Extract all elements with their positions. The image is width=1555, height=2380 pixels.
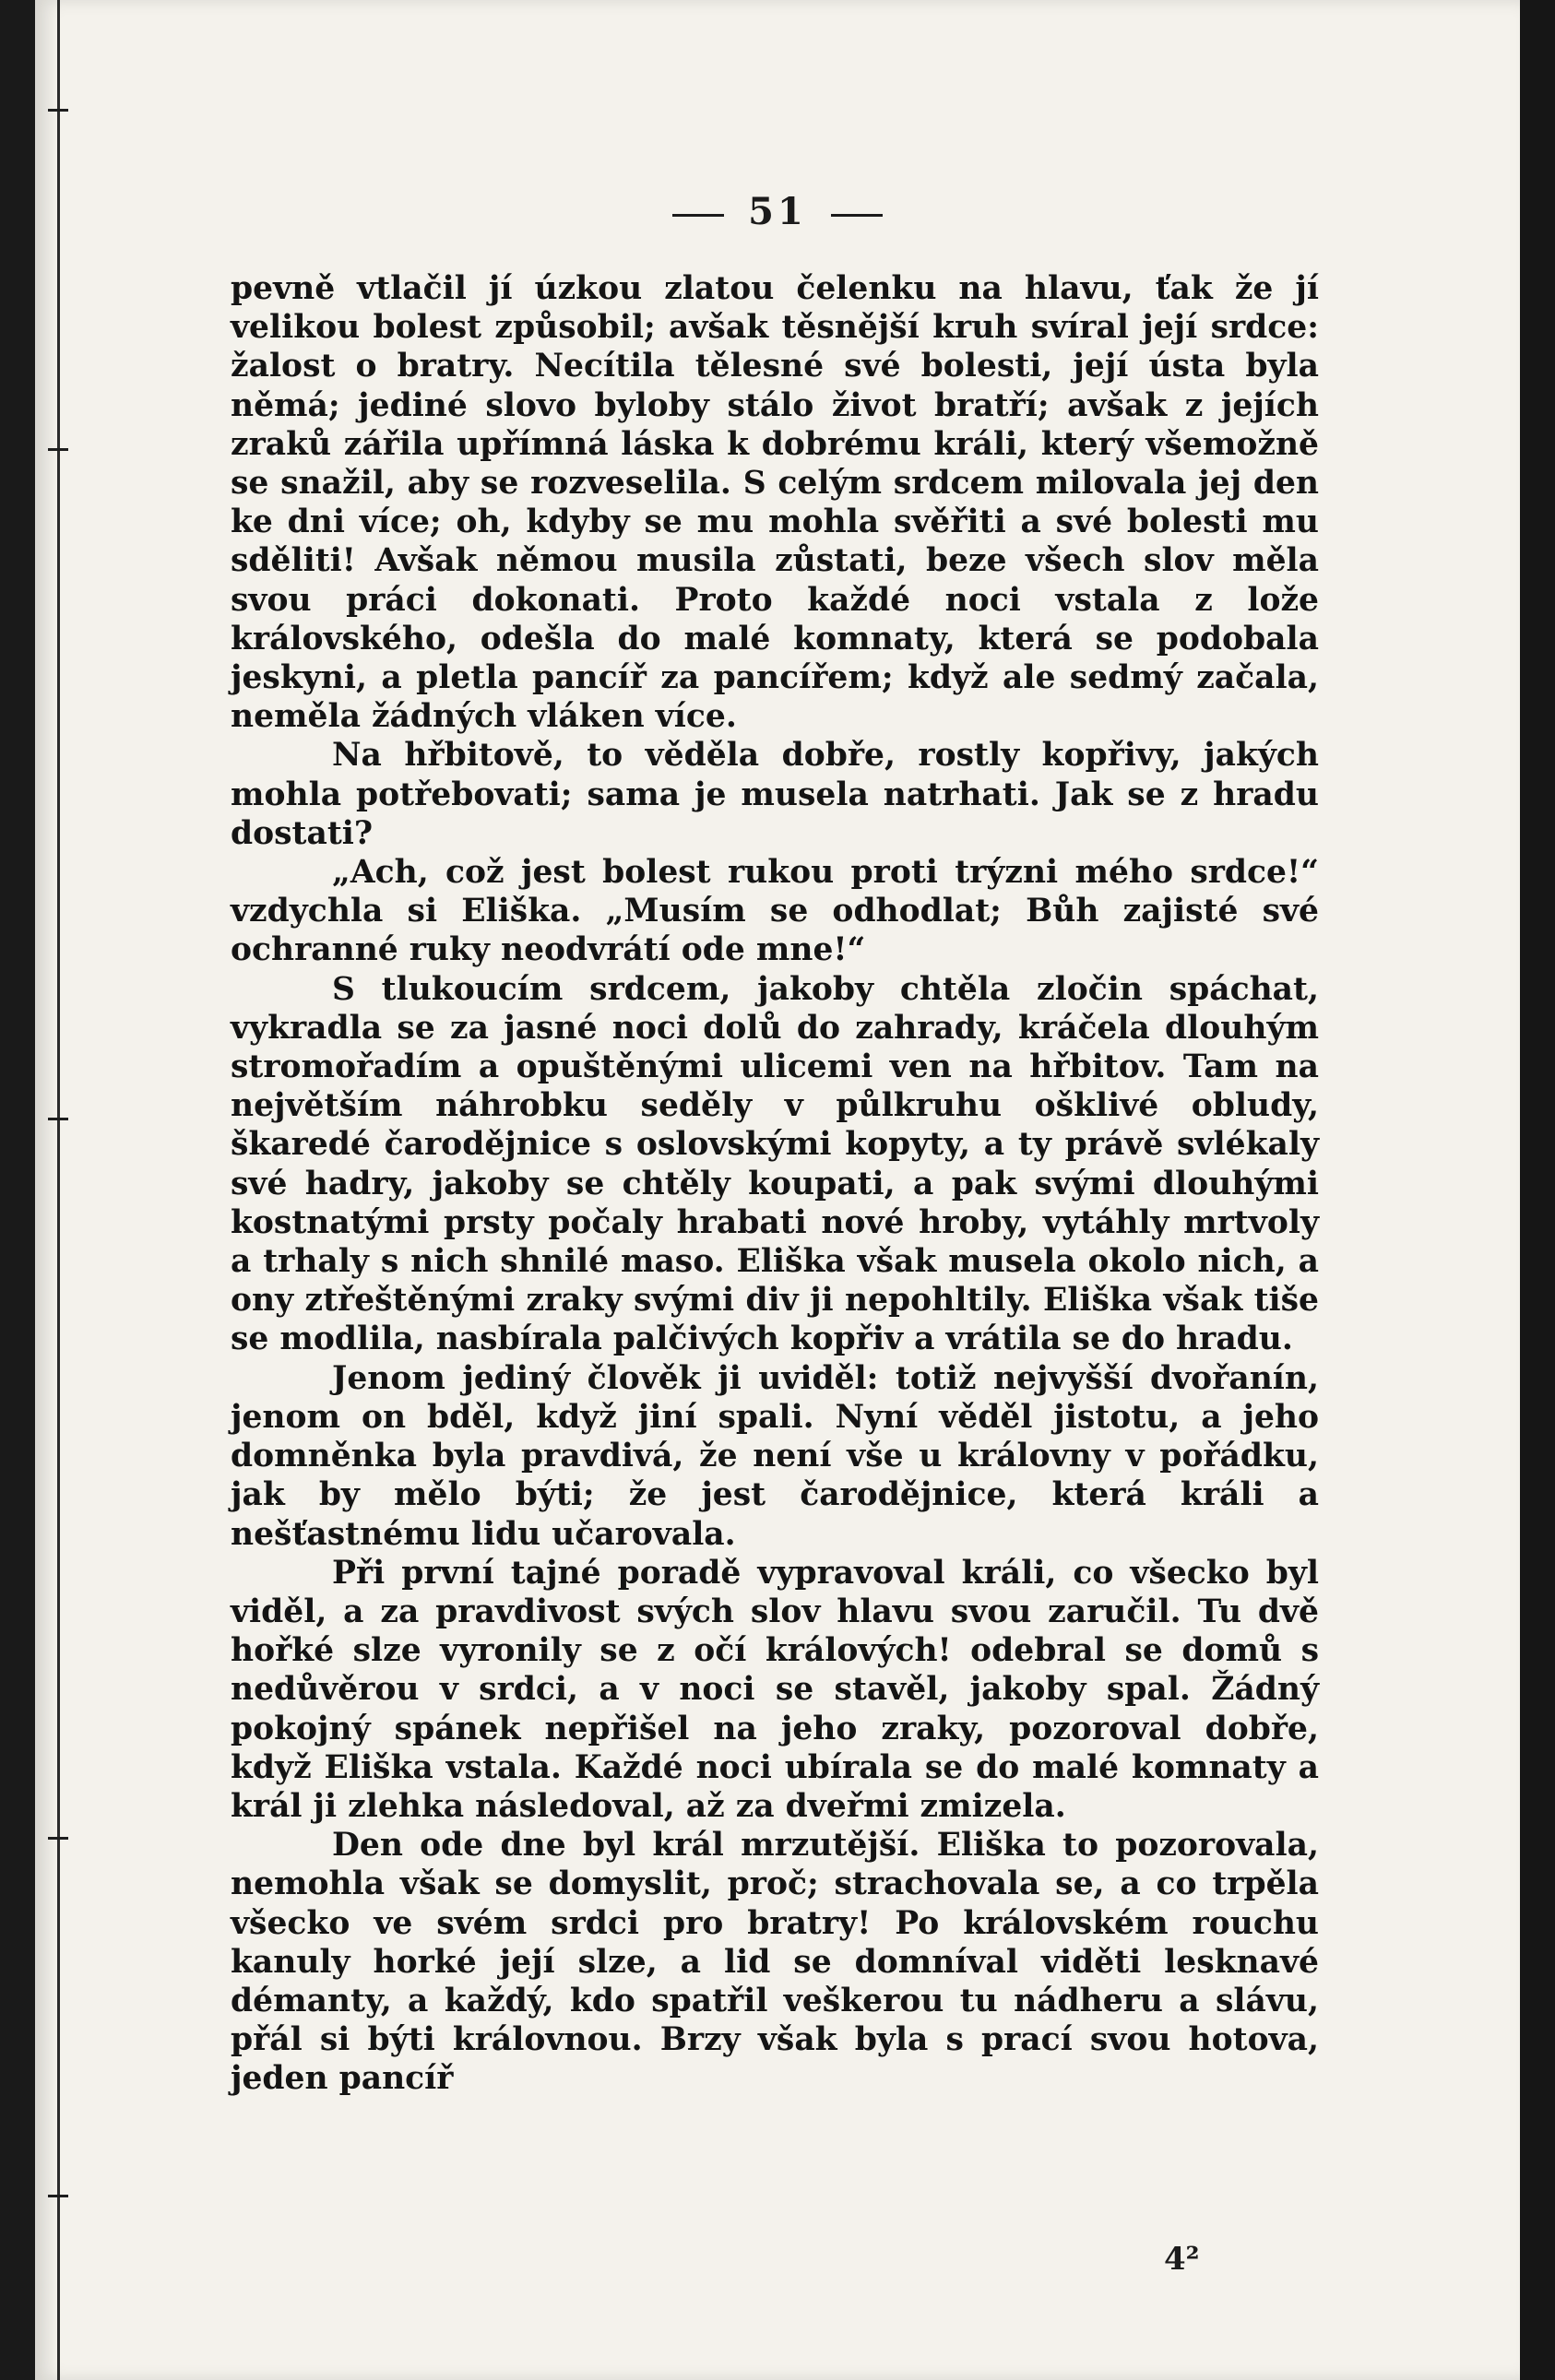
page-number: 51 — [748, 190, 807, 233]
margin-tick — [48, 448, 68, 451]
paragraph: „Ach, což jest bolest rukou proti trýzni mého srdce!“ vzdychla si Eliška. „Musím se odhodlat; Bůh zajisté své ochranné ruky neodvrátí ode mne!“ — [231, 854, 1319, 969]
header-dash-right — [831, 214, 883, 217]
paragraph: Den ode dne byl král mrzutější. Eliška to pozorovala, nemohla však se domyslit, proč; strachovala se, a co trpěla všecko ve svém srdci pro bratry! Po královském rouchu kanuly horké její slze, a lid se domníval viděti lesknavé démanty, a každý, kdo spatřil veškerou tu nádheru a slávu, přál si býti královnou. Brzy však byla s prací svou hotova, jeden pancíř — [231, 1827, 1319, 2098]
margin-tick — [48, 2195, 68, 2197]
margin-tick — [48, 109, 68, 112]
paragraph: S tlukoucím srdcem, jakoby chtěla zločin spáchat, vykradla se za jasné noci dolů do zahrady, kráčela dlouhým stromořadím a opuštěnými ulicemi ven na hřbitov. Tam na největším náhrobku seděly v půlkruhu ošklivé obludy, škaredé čarodějnice s oslovskými kopyty, a ty právě svlékaly své hadry, jakoby se chtěly koupati, a pak svými dlouhými kostnatými prsty počaly hrabati nové hroby, vytáhly mrtvoly a trhaly s nich shnilé maso. Eliška však musela okolo nich, a ony ztřeštěnými zraky svými div ji nepohltily. Eliška však tiše se modlila, nasbírala palčivých kopřiv a vrátila se do hradu. — [231, 970, 1319, 1358]
margin-tick — [48, 1118, 68, 1120]
page-header — [0, 190, 1555, 233]
paragraph: Na hřbitově, to věděla dobře, rostly kopřivy, jakých mohla potřebovati; sama je musela natrhati. Jak se z hradu dostati? — [231, 737, 1319, 852]
margin-tick — [48, 1837, 68, 1840]
header-dash-left — [672, 214, 724, 217]
paragraph: Při první tajné poradě vypravoval králi, co všecko byl viděl, a za pravdivost svých slov hlavu svou zaručil. Tu dvě hořké slze vyronily se z očí králových! odebral se domů s nedůvěrou v srdci, a v noci se stavěl, jakoby spal. Žádný pokojný spánek nepřišel na jeho zraky, pozoroval dobře, když Eliška vstala. Každé noci ubírala se do malé komnaty a král ji zlehka následoval, až za dveřmi zmizela. — [231, 1554, 1319, 1825]
paragraph: Jenom jediný člověk ji uviděl: totiž nejvyšší dvořanín, jenom on bděl, když jiní spali. Nyní věděl jistotu, a jeho domněnka byla pravdivá, že není vše u královny v pořádku, jak by mělo býti; že jest čarodějnice, která králi a nešťastnému lidu učarovala. — [231, 1359, 1319, 1553]
printer-signature-mark: 4² — [1164, 2241, 1200, 2278]
body-text — [231, 269, 1319, 2099]
paragraph: pevně vtlačil jí úzkou zlatou čelenku na hlavu, ťak že jí velikou bolest způsobil; avšak těsnější kruh svíral její srdce: žalost o bratry. Necítila tělesné své bolesti, její ústa byla němá; jediné slovo byloby stálo život bratří; avšak z jejích zraků zářila upřímná láska k dobrému králi, který všemožně se snažil, aby se rozveselila. S celým srdcem milovala jej den ke dni více; oh, kdyby se mu mohla svěřiti a své bolesti mu sděliti! Avšak němou musila zůstati, beze všech slov měla svou práci dokonati. Proto každé noci vstala z lože královského, odešla do malé komnaty, která se podobala jeskyni, a pletla pancíř za pancířem; když ale sedmý začala, neměla žádných vláken více. — [231, 270, 1319, 736]
binding-margin-line — [57, 0, 60, 2380]
